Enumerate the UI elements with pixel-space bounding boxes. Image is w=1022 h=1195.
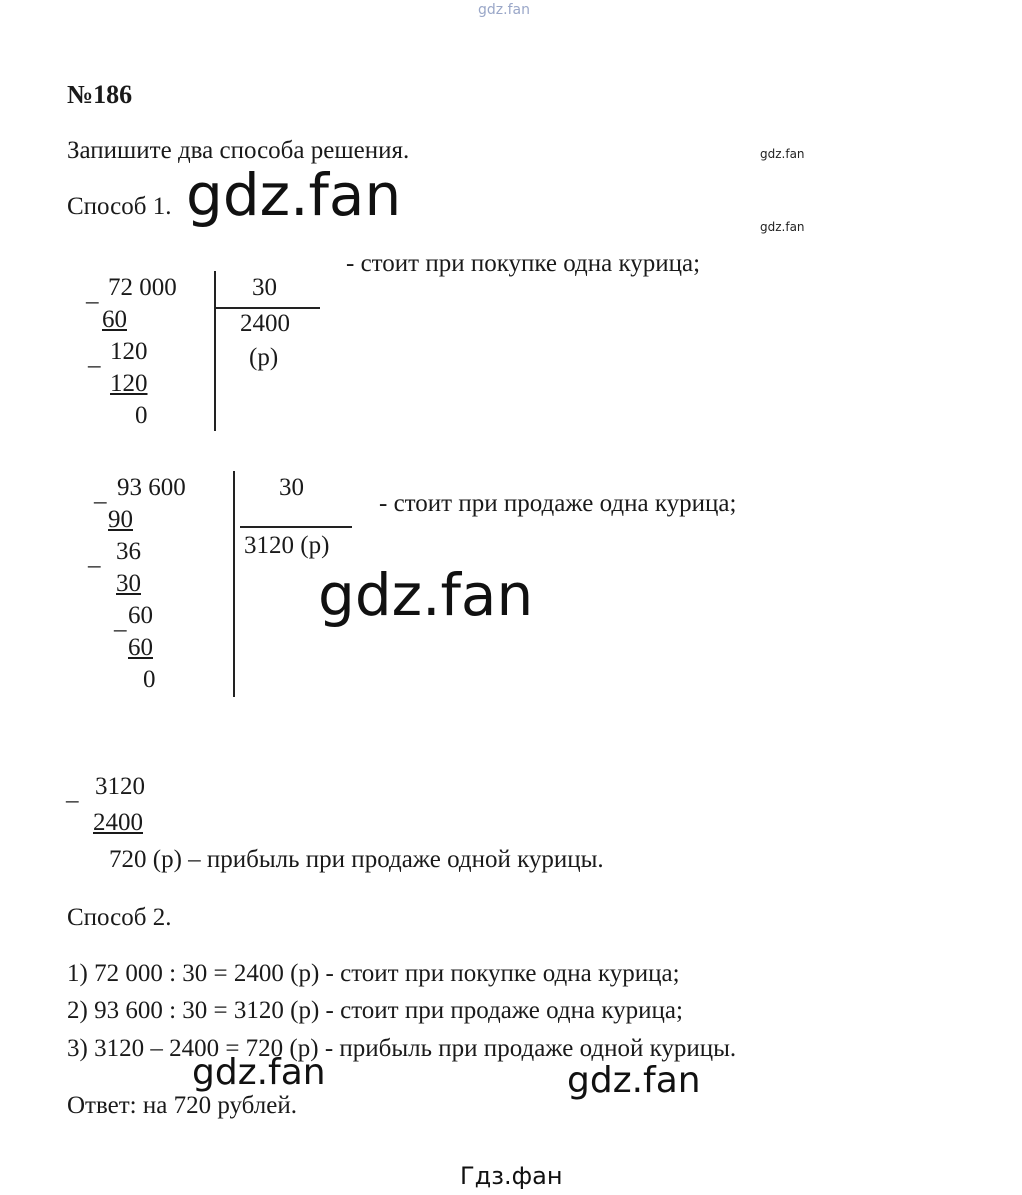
div2-minus-2: _ (88, 543, 101, 570)
div2-minus-3: _ (114, 607, 127, 634)
method2-step-2: 2) 93 600 : 30 = 3120 (р) - стоит при продаже одна курица; (67, 997, 683, 1024)
div2-quotient: 3120 (р) (244, 532, 330, 559)
div2-dividend: 93 600 (117, 474, 186, 501)
method2-step-3: 3) 3120 – 2400 = 720 (р) - прибыль при продаже одной курицы. (67, 1035, 737, 1062)
instruction-text: Запишите два способа решения. (67, 137, 410, 164)
method2-step-1: 1) 72 000 : 30 = 2400 (р) - стоит при покупке одна курица; (67, 960, 680, 987)
div1-sub-2: 120 (110, 370, 148, 397)
watermark-top: gdz.fan (478, 2, 530, 18)
div2-remainder-2: 60 (128, 602, 153, 629)
div1-unit: (р) (249, 344, 279, 371)
div2-divisor: 30 (279, 474, 304, 501)
problem-number: №186 (67, 80, 133, 109)
div2-sub-3: 60 (128, 634, 153, 661)
div2-remainder-1: 36 (116, 538, 141, 565)
footer-brand: Гдз.фан (460, 1162, 563, 1190)
answer-text: Ответ: на 720 рублей. (67, 1092, 297, 1119)
div2-minus-1: _ (94, 479, 107, 506)
div1-vertical-bar (214, 271, 216, 431)
sub-result: 720 (р) – прибыль при продаже одной курицы. (109, 846, 604, 873)
div1-note: - стоит при покупке одна курица; (346, 250, 701, 277)
div2-horizontal-bar (240, 526, 352, 528)
method2-label: Способ 2. (67, 904, 172, 931)
div2-note: - стоит при продаже одна курица; (379, 490, 737, 517)
div2-sub-1: 90 (108, 506, 133, 533)
div2-sub-2: 30 (116, 570, 141, 597)
div1-dividend: 72 000 (108, 274, 177, 301)
div1-divisor: 30 (252, 274, 277, 301)
method1-label: Способ 1. (67, 193, 172, 220)
div1-remainder-1: 120 (110, 338, 148, 365)
watermark-bottom-left: gdz.fan (192, 1052, 326, 1093)
watermark-tiny-1: gdz.fan (760, 147, 805, 161)
div1-minus-1: _ (86, 279, 99, 306)
watermark-big-2: gdz.fan (318, 561, 534, 629)
div1-quotient: 2400 (240, 310, 290, 337)
watermark-bottom-right: gdz.fan (567, 1060, 701, 1101)
div1-minus-2: _ (88, 343, 101, 370)
sub-bottom: 2400 (93, 809, 143, 836)
sub-minus: _ (66, 778, 79, 805)
div2-remainder-3: 0 (143, 666, 156, 693)
watermark-tiny-2: gdz.fan (760, 220, 805, 234)
div1-sub-1: 60 (102, 306, 127, 333)
sub-top: 3120 (95, 773, 145, 800)
watermark-big-1: gdz.fan (186, 161, 402, 229)
div1-remainder-2: 0 (135, 402, 148, 429)
div2-vertical-bar (233, 471, 235, 697)
